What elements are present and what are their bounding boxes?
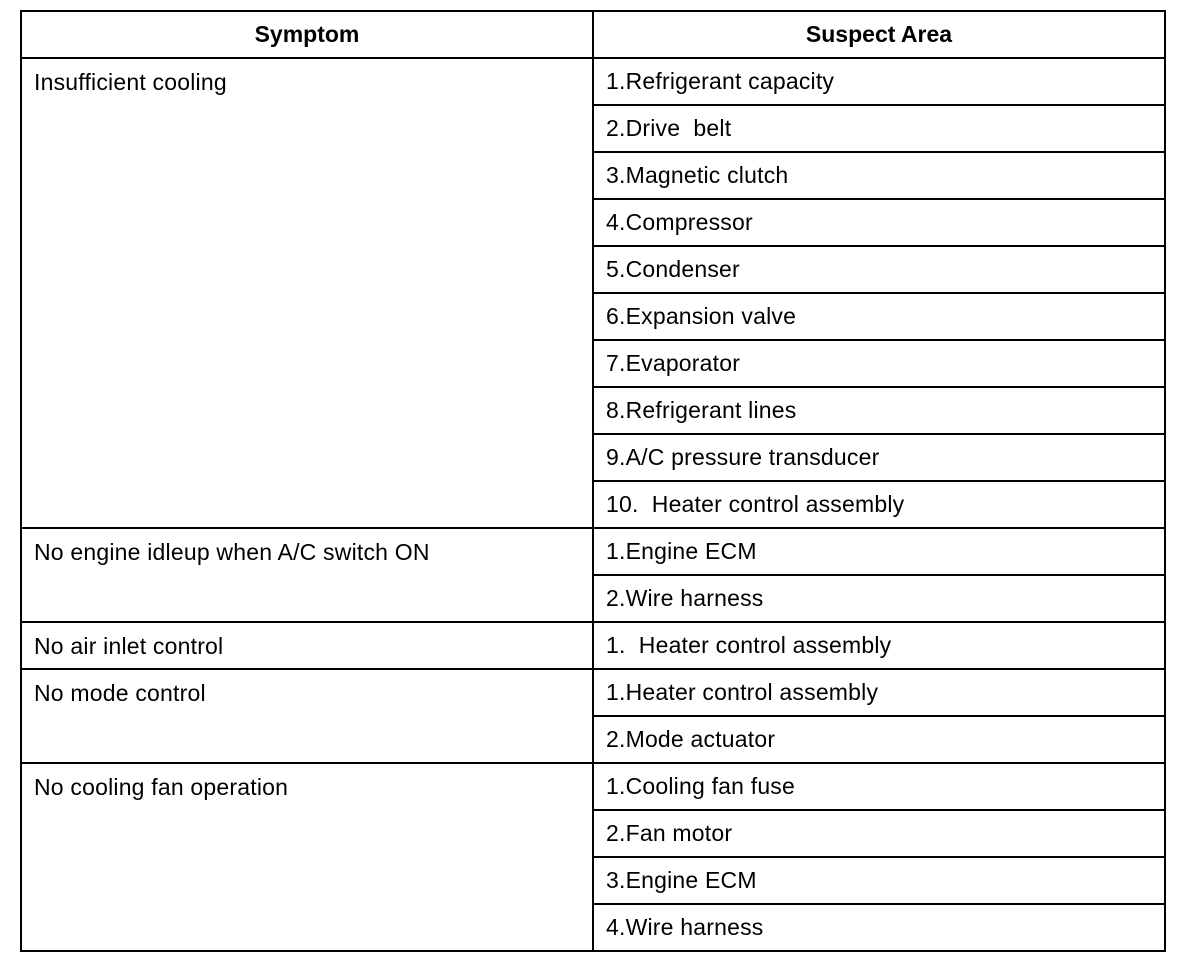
- suspect-area-cell: 4.Compressor: [593, 199, 1165, 246]
- symptom-cell: Insufficient cooling: [21, 58, 593, 528]
- suspect-area-cell: 1.Refrigerant capacity: [593, 58, 1165, 105]
- table-row: [21, 528, 1165, 575]
- suspect-area-cell: 2.Wire harness: [593, 575, 1165, 622]
- suspect-area-cell: 2.Drive belt: [593, 105, 1165, 152]
- troubleshooting-table: [20, 10, 1166, 952]
- suspect-area-cell: 1. Heater control assembly: [593, 622, 1165, 669]
- suspect-area-cell: 3.Magnetic clutch: [593, 152, 1165, 199]
- table-body: [21, 58, 1165, 951]
- suspect-area-cell: 3.Engine ECM: [593, 857, 1165, 904]
- table-row: [21, 58, 1165, 105]
- suspect-area-cell: 1.Cooling fan fuse: [593, 763, 1165, 810]
- suspect-area-cell: 10. Heater control assembly: [593, 481, 1165, 528]
- symptom-cell: No cooling fan operation: [21, 763, 593, 951]
- table-row: [21, 763, 1165, 810]
- suspect-area-cell: 1.Engine ECM: [593, 528, 1165, 575]
- header-symptom: Symptom: [21, 11, 593, 58]
- table-row: [21, 622, 1165, 669]
- suspect-area-cell: 5.Condenser: [593, 246, 1165, 293]
- suspect-area-cell: 8.Refrigerant lines: [593, 387, 1165, 434]
- table-row: [21, 669, 1165, 716]
- header-row: [21, 11, 1165, 58]
- suspect-area-cell: 2.Fan motor: [593, 810, 1165, 857]
- symptom-cell: No air inlet control: [21, 622, 593, 669]
- suspect-area-cell: 7.Evaporator: [593, 340, 1165, 387]
- symptom-cell: No engine idleup when A/C switch ON: [21, 528, 593, 622]
- header-suspect-area: Suspect Area: [593, 11, 1165, 58]
- suspect-area-cell: 1.Heater control assembly: [593, 669, 1165, 716]
- suspect-area-cell: 2.Mode actuator: [593, 716, 1165, 763]
- suspect-area-cell: 6.Expansion valve: [593, 293, 1165, 340]
- suspect-area-cell: 9.A/C pressure transducer: [593, 434, 1165, 481]
- symptom-cell: No mode control: [21, 669, 593, 763]
- suspect-area-cell: 4.Wire harness: [593, 904, 1165, 951]
